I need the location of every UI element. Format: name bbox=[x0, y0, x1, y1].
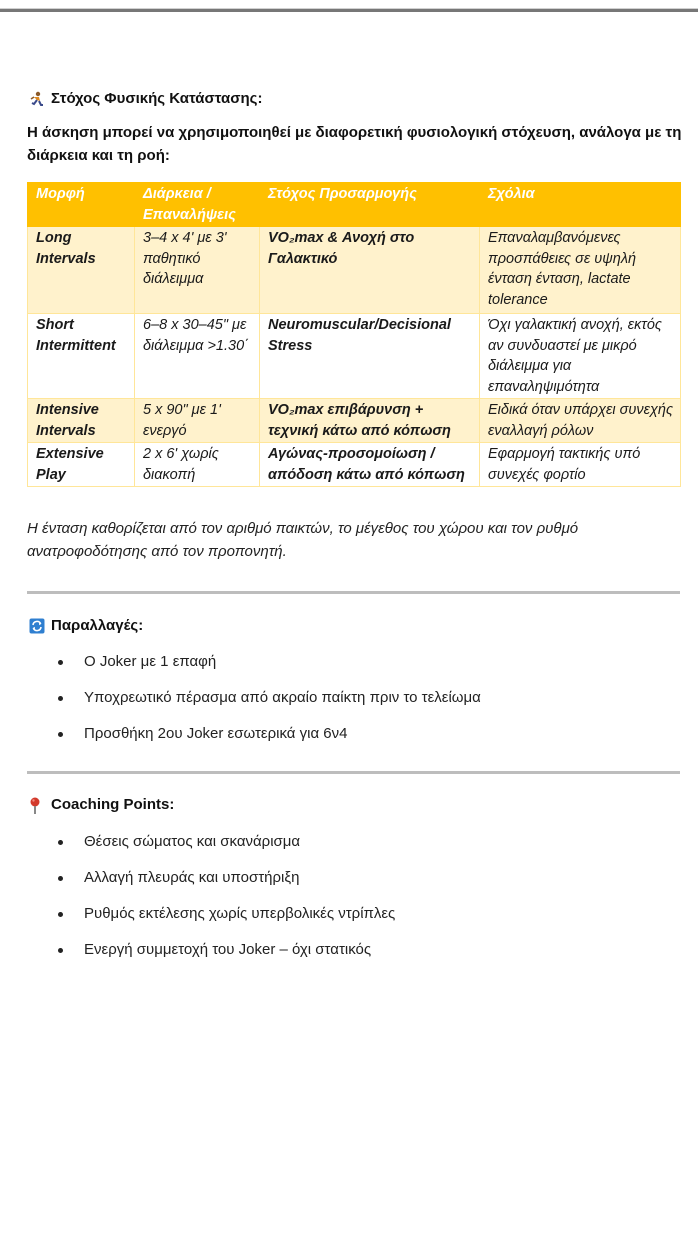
fitness-intro-text: Η άσκηση μπορεί να χρησιμοποιηθεί με διαφορετική φυσιολογική στόχευση, ανάλογα με τη διάρκεια και τη ροή: bbox=[27, 124, 682, 164]
cell-duration: 6–8 x 30–45" με διάλειμμα >1.30΄ bbox=[135, 314, 260, 399]
cell-comments: Ειδικά όταν υπάρχει συνεχής εναλλαγή ρόλων bbox=[480, 399, 681, 443]
fitness-goal-heading bbox=[29, 90, 262, 107]
cell-form: Short Intermittent bbox=[28, 314, 135, 399]
divider bbox=[27, 591, 680, 594]
coaching-list bbox=[58, 832, 395, 976]
variations-heading bbox=[29, 617, 143, 634]
table-row bbox=[28, 443, 681, 487]
cell-goal: VO₂max & Ανοχή στο Γαλακτικό bbox=[260, 227, 480, 314]
cell-comments: Όχι γαλακτική ανοχή, εκτός αν συνδυαστεί με μικρό διάλειμμα για επαναληψιμότητα bbox=[480, 314, 681, 399]
list-item: Υποχρεωτικό πέρασμα από ακραίο παίκτη πριν το τελείωμα bbox=[58, 688, 481, 724]
cell-duration: 5 x 90" με 1' ενεργό bbox=[135, 399, 260, 443]
cell-comments: Εφαρμογή τακτικής υπό συνεχές φορτίο bbox=[480, 443, 681, 487]
intensity-note: Η ένταση καθορίζεται από τον αριθμό παικτών, το μέγεθος του χώρου και τον ρυθμό ανατροφοδότησης από τον προπονητή. bbox=[27, 520, 579, 560]
runner-icon bbox=[29, 91, 45, 107]
variations-title: Παραλλαγές: bbox=[51, 617, 144, 634]
cell-goal: Αγώνας-προσομοίωση / απόδοση κάτω από κόπωση bbox=[260, 443, 480, 487]
fitness-table bbox=[27, 182, 681, 487]
coaching-heading bbox=[29, 796, 174, 813]
table-header-row bbox=[28, 183, 681, 227]
list-item: Αλλαγή πλευράς και υποστήριξη bbox=[58, 868, 395, 904]
list-item: Ο Joker με 1 επαφή bbox=[58, 652, 481, 688]
cell-goal: VO₂max επιβάρυνση + τεχνική κάτω από κόπωση bbox=[260, 399, 480, 443]
list-item: Ενεργή συμμετοχή του Joker – όχι στατικός bbox=[58, 940, 395, 976]
header-form: Μορφή bbox=[28, 183, 135, 227]
table-row bbox=[28, 314, 681, 399]
variations-list bbox=[58, 652, 481, 760]
header-duration: Διάρκεια / Επαναλήψεις bbox=[135, 183, 260, 227]
table-row bbox=[28, 399, 681, 443]
top-border bbox=[0, 9, 698, 12]
list-item: Ρυθμός εκτέλεσης χωρίς υπερβολικές ντρίπλες bbox=[58, 904, 395, 940]
pushpin-icon bbox=[29, 797, 45, 813]
list-item: Προσθήκη 2ου Joker εσωτερικά για 6ν4 bbox=[58, 724, 481, 760]
header-comments: Σχόλια bbox=[480, 183, 681, 227]
cell-form: Long Intervals bbox=[28, 227, 135, 314]
cell-duration: 3–4 x 4' με 3' παθητικό διάλειμμα bbox=[135, 227, 260, 314]
table-row bbox=[28, 227, 681, 314]
repeat-icon bbox=[29, 618, 45, 634]
cell-form: Extensive Play bbox=[28, 443, 135, 487]
header-goal: Στόχος Προσαρμογής bbox=[260, 183, 480, 227]
cell-duration: 2 x 6' χωρίς διακοπή bbox=[135, 443, 260, 487]
cell-goal: Neuromuscular/Decisional Stress bbox=[260, 314, 480, 399]
cell-comments: Επαναλαμβανόμενες προσπάθειες σε υψηλή ένταση ένταση, lactate tolerance bbox=[480, 227, 681, 314]
list-item: Θέσεις σώματος και σκανάρισμα bbox=[58, 832, 395, 868]
coaching-title: Coaching Points: bbox=[51, 796, 175, 813]
cell-form: Intensive Intervals bbox=[28, 399, 135, 443]
fitness-goal-title: Στόχος Φυσικής Κατάστασης: bbox=[51, 90, 263, 107]
divider bbox=[27, 771, 680, 774]
